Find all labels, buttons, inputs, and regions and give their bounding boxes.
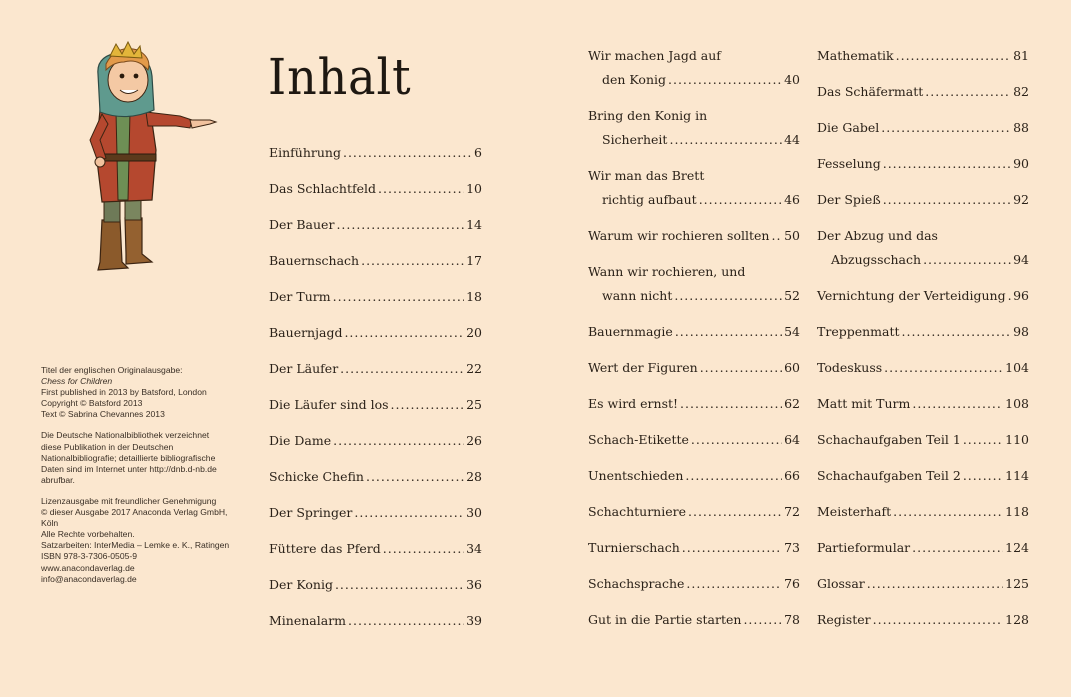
toc-entry-page: 114	[1005, 468, 1029, 483]
leader-dots	[1008, 284, 1012, 308]
toc-entry[interactable]	[588, 164, 800, 212]
toc-entry-page: 125	[1005, 576, 1029, 591]
toc-entry-page: 18	[466, 289, 482, 304]
leader-dots	[700, 356, 782, 380]
toc-entry-title: Bring den Konig in	[588, 108, 708, 123]
toc-entry-title-continued: Sicherheit	[602, 132, 668, 147]
toc-entry-title: Schachturniere	[588, 504, 686, 519]
toc-entry[interactable]	[817, 152, 1029, 176]
toc-entry[interactable]	[269, 573, 482, 597]
toc-entry-title: Treppenmatt	[817, 324, 900, 339]
leader-dots	[333, 429, 464, 453]
imprint-line: Text © Sabrina Chevannes 2013	[41, 409, 165, 420]
toc-entry-title-continued: wann nicht	[602, 288, 673, 303]
leader-dots	[963, 428, 1003, 452]
toc-entry-page: 52	[784, 288, 800, 303]
leader-dots	[333, 285, 465, 309]
toc-entry-title: Das Schlachtfeld	[269, 181, 377, 196]
toc-entry-title: Der Abzug und das	[817, 228, 938, 243]
leader-dots	[335, 573, 464, 597]
toc-entry-page: 50	[784, 228, 800, 243]
toc-entry-title: Register	[817, 612, 871, 627]
leader-dots	[893, 500, 1003, 524]
toc-entry-title: Die Gabel	[817, 120, 880, 135]
toc-entry-title: Die Dame	[269, 433, 332, 448]
toc-entry-title: Die Läufer sind los	[269, 397, 389, 412]
toc-entry-title: Mathematik	[817, 48, 894, 63]
toc-entry-title: Schachaufgaben Teil 2	[817, 468, 961, 483]
toc-entry-title: Bauernschach	[269, 253, 360, 268]
toc-entry[interactable]	[817, 284, 1029, 308]
toc-entry-page: 39	[466, 613, 482, 628]
toc-entry-page: 66	[784, 468, 800, 483]
toc-entry[interactable]	[817, 224, 1029, 272]
imprint-line: ISBN 978-3-7306-0505-9	[41, 551, 138, 562]
toc-entry-page: 44	[784, 132, 800, 147]
toc-entry-page: 30	[466, 505, 482, 520]
leader-dots	[881, 116, 1011, 140]
toc-entry[interactable]	[588, 356, 800, 380]
imprint-block-bibliography	[41, 430, 251, 485]
leader-dots	[902, 320, 1012, 344]
imprint-line: Nationalbibliografie; detaillierte bibliografische	[41, 452, 216, 463]
leader-dots	[344, 321, 464, 345]
toc-entry[interactable]	[588, 104, 800, 152]
leader-dots	[354, 501, 464, 525]
leader-dots	[883, 152, 1011, 176]
leader-dots	[912, 536, 1003, 560]
toc-entry-title: Der Läufer	[269, 361, 339, 376]
imprint-line: Die Deutsche Nationalbibliothek verzeichnet	[41, 430, 210, 441]
toc-entry-page: 92	[1013, 192, 1029, 207]
toc-entry-title: Meisterhaft	[817, 504, 892, 519]
leader-dots	[668, 68, 782, 92]
leader-dots	[685, 464, 782, 488]
toc-entry[interactable]	[817, 572, 1029, 596]
toc-entry[interactable]	[588, 44, 800, 92]
imprint-line: Satzarbeiten: InterMedia – Lemke e. K., Ratingen	[41, 540, 230, 551]
leader-dots	[923, 248, 1011, 272]
toc-entry-page: 25	[466, 397, 482, 412]
toc-entry[interactable]	[588, 392, 800, 416]
toc-entry[interactable]	[817, 320, 1029, 344]
toc-entry-title: Matt mit Turm	[817, 396, 911, 411]
leader-dots	[699, 188, 782, 212]
toc-entry[interactable]	[588, 320, 800, 344]
toc-entry-title: Es wird ernst!	[588, 396, 679, 411]
toc-entry[interactable]	[588, 260, 800, 308]
toc-entry[interactable]	[817, 536, 1029, 560]
toc-entry-title: Schachsprache	[588, 576, 685, 591]
toc-entry-title: Bauernjagd	[269, 325, 343, 340]
leader-dots	[391, 393, 465, 417]
toc-entry-title: Wert der Figuren	[588, 360, 698, 375]
toc-entry-page: 110	[1005, 432, 1029, 447]
leader-dots	[682, 536, 782, 560]
toc-entry-page: 64	[784, 432, 800, 447]
toc-entry-page: 88	[1013, 120, 1029, 135]
toc-entry-title: Todeskuss	[817, 360, 883, 375]
toc-entry-page: 20	[466, 325, 482, 340]
toc-entry[interactable]	[269, 465, 482, 489]
leader-dots	[963, 464, 1003, 488]
toc-entry-title: Schach-Etikette	[588, 432, 689, 447]
toc-entry-page: 90	[1013, 156, 1029, 171]
toc-entry[interactable]	[588, 224, 800, 248]
toc-entry[interactable]	[269, 177, 482, 201]
toc-entry[interactable]	[588, 608, 800, 632]
toc-entry[interactable]	[269, 429, 482, 453]
toc-entry-page: 34	[466, 541, 482, 556]
toc-entry[interactable]	[269, 393, 482, 417]
leader-dots	[743, 608, 782, 632]
toc-entry[interactable]	[817, 44, 1029, 68]
leader-dots	[366, 465, 464, 489]
imprint-line: Daten sind im Internet unter http://dnb.d-nb.de	[41, 463, 217, 474]
toc-entry-page: 22	[466, 361, 482, 376]
leader-dots	[383, 537, 464, 561]
toc-entry[interactable]	[588, 464, 800, 488]
toc-entry-page: 98	[1013, 324, 1029, 339]
toc-entry-page: 54	[784, 324, 800, 339]
leader-dots	[873, 608, 1004, 632]
toc-entry-page: 10	[466, 181, 482, 196]
leader-dots	[340, 357, 464, 381]
toc-entry-page: 81	[1013, 48, 1029, 63]
toc-entry[interactable]	[817, 608, 1029, 632]
toc-entry-page: 73	[784, 540, 800, 555]
leader-dots	[884, 356, 1003, 380]
toc-entry[interactable]	[269, 285, 482, 309]
leader-dots	[674, 284, 782, 308]
toc-entry-page: 94	[1013, 252, 1029, 267]
leader-dots	[680, 392, 782, 416]
toc-entry-title: Der Bauer	[269, 217, 335, 232]
leader-dots	[867, 572, 1003, 596]
imprint-line: First published in 2013 by Batsford, London	[41, 387, 207, 398]
leader-dots	[912, 392, 1003, 416]
toc-entry[interactable]	[588, 572, 800, 596]
leader-dots	[343, 141, 472, 165]
toc-entry-page: 62	[784, 396, 800, 411]
toc-entry-title: Wir machen Jagd auf	[588, 48, 721, 63]
toc-entry-title: Der Spieß	[817, 192, 881, 207]
toc-entry[interactable]	[269, 321, 482, 345]
toc-entry-title: Warum wir rochieren sollten	[588, 228, 770, 243]
toc-entry-title-continued: richtig aufbaut	[602, 192, 697, 207]
toc-entry-page: 6	[474, 145, 482, 160]
toc-entry[interactable]	[817, 80, 1029, 104]
toc-entry-title: Bauernmagie	[588, 324, 673, 339]
pointing-child-illustration	[80, 40, 220, 275]
toc-entry-title: Schicke Chefin	[269, 469, 364, 484]
toc-entry-page: 26	[466, 433, 482, 448]
toc-entry-page: 104	[1005, 360, 1029, 375]
toc-entry-title: Minenalarm	[269, 613, 347, 628]
leader-dots	[348, 609, 464, 633]
toc-entry[interactable]	[817, 116, 1029, 140]
toc-entry-title: Schachaufgaben Teil 1	[817, 432, 961, 447]
toc-entry-title: Wir man das Brett	[588, 168, 705, 183]
imprint-line: abrufbar.	[41, 474, 75, 485]
toc-entry-title: Das Schäfermatt	[817, 84, 924, 99]
toc-entry[interactable]	[269, 609, 482, 633]
toc-entry-title: Vernichtung der Verteidigung	[817, 288, 1006, 303]
leader-dots	[691, 428, 782, 452]
toc-entry-title: Unentschieden	[588, 468, 684, 483]
leader-dots	[686, 572, 782, 596]
toc-entry[interactable]	[269, 357, 482, 381]
toc-entry-title: Einführung	[269, 145, 341, 160]
leader-dots	[896, 44, 1011, 68]
imprint-block-license	[41, 496, 251, 585]
leader-dots	[378, 177, 464, 201]
toc-entry-title-continued: Abzugsschach	[831, 252, 922, 267]
toc-entry-page: 28	[466, 469, 482, 484]
imprint-line: Lizenzausgabe mit freundlicher Genehmigung	[41, 495, 217, 506]
toc-entry[interactable]	[817, 428, 1029, 452]
leader-dots	[361, 249, 464, 273]
toc-entry-page: 118	[1005, 504, 1029, 519]
toc-entry-page: 96	[1013, 288, 1029, 303]
leader-dots	[669, 128, 782, 152]
toc-entry[interactable]	[588, 536, 800, 560]
imprint-line: www.anacondaverlag.de	[41, 562, 135, 573]
toc-entry[interactable]	[817, 188, 1029, 212]
toc-entry[interactable]	[817, 500, 1029, 524]
toc-entry-page: 40	[784, 72, 800, 87]
toc-entry-title: Turnierschach	[588, 540, 680, 555]
toc-entry-title: Gut in die Partie starten	[588, 612, 742, 627]
toc-entry-page: 128	[1005, 612, 1029, 627]
toc-entry[interactable]	[588, 428, 800, 452]
page-title: Inhalt	[268, 48, 412, 106]
toc-entry-title: Glossar	[817, 576, 865, 591]
imprint-block-original-edition	[41, 365, 251, 420]
toc-entry-title: Der Konig	[269, 577, 333, 592]
imprint-line: Chess for Children	[41, 376, 113, 387]
toc-entry[interactable]	[269, 213, 482, 237]
toc-entry-page: 124	[1005, 540, 1029, 555]
toc-entry[interactable]	[269, 249, 482, 273]
leader-dots	[688, 500, 782, 524]
toc-entry-title: Füttere das Pferd	[269, 541, 381, 556]
leader-dots	[883, 188, 1011, 212]
toc-entry-title: Partieformular	[817, 540, 911, 555]
toc-entry-page: 76	[784, 576, 800, 591]
imprint-line: Copyright © Batsford 2013	[41, 398, 143, 409]
toc-entry[interactable]	[817, 464, 1029, 488]
imprint-line: Titel der englischen Originalausgabe:	[41, 365, 183, 375]
toc-entry-page: 46	[784, 192, 800, 207]
toc-entry-page: 60	[784, 360, 800, 375]
imprint-line: diese Publikation in der Deutschen	[41, 441, 174, 452]
toc-entry-page: 72	[784, 504, 800, 519]
toc-entry[interactable]	[269, 141, 482, 165]
imprint-line: Alle Rechte vorbehalten.	[41, 529, 135, 540]
toc-entry-page: 78	[784, 612, 800, 627]
leader-dots	[925, 80, 1011, 104]
toc-entry-title: Der Turm	[269, 289, 331, 304]
imprint-line: Köln	[41, 518, 59, 529]
toc-entry-page: 14	[466, 217, 482, 232]
leader-dots	[336, 213, 464, 237]
toc-entry-page: 36	[466, 577, 482, 592]
leader-dots	[675, 320, 782, 344]
toc-entry[interactable]	[817, 356, 1029, 380]
toc-entry-title: Der Springer	[269, 505, 353, 520]
toc-entry-title: Fesselung	[817, 156, 881, 171]
toc-entry[interactable]	[269, 537, 482, 561]
toc-entry-page: 82	[1013, 84, 1029, 99]
leader-dots	[771, 224, 782, 248]
imprint-text	[41, 365, 251, 595]
toc-entry-page: 17	[466, 253, 482, 268]
toc-entry-title-continued: den Konig	[602, 72, 667, 87]
toc-entry-title: Wann wir rochieren, und	[588, 264, 746, 279]
imprint-line: info@anacondaverlag.de	[41, 573, 137, 584]
toc-entry[interactable]	[817, 392, 1029, 416]
toc-entry[interactable]	[269, 501, 482, 525]
imprint-line: © dieser Ausgabe 2017 Anaconda Verlag GmbH,	[41, 507, 228, 518]
toc-entry[interactable]	[588, 500, 800, 524]
toc-entry-page: 108	[1005, 396, 1029, 411]
